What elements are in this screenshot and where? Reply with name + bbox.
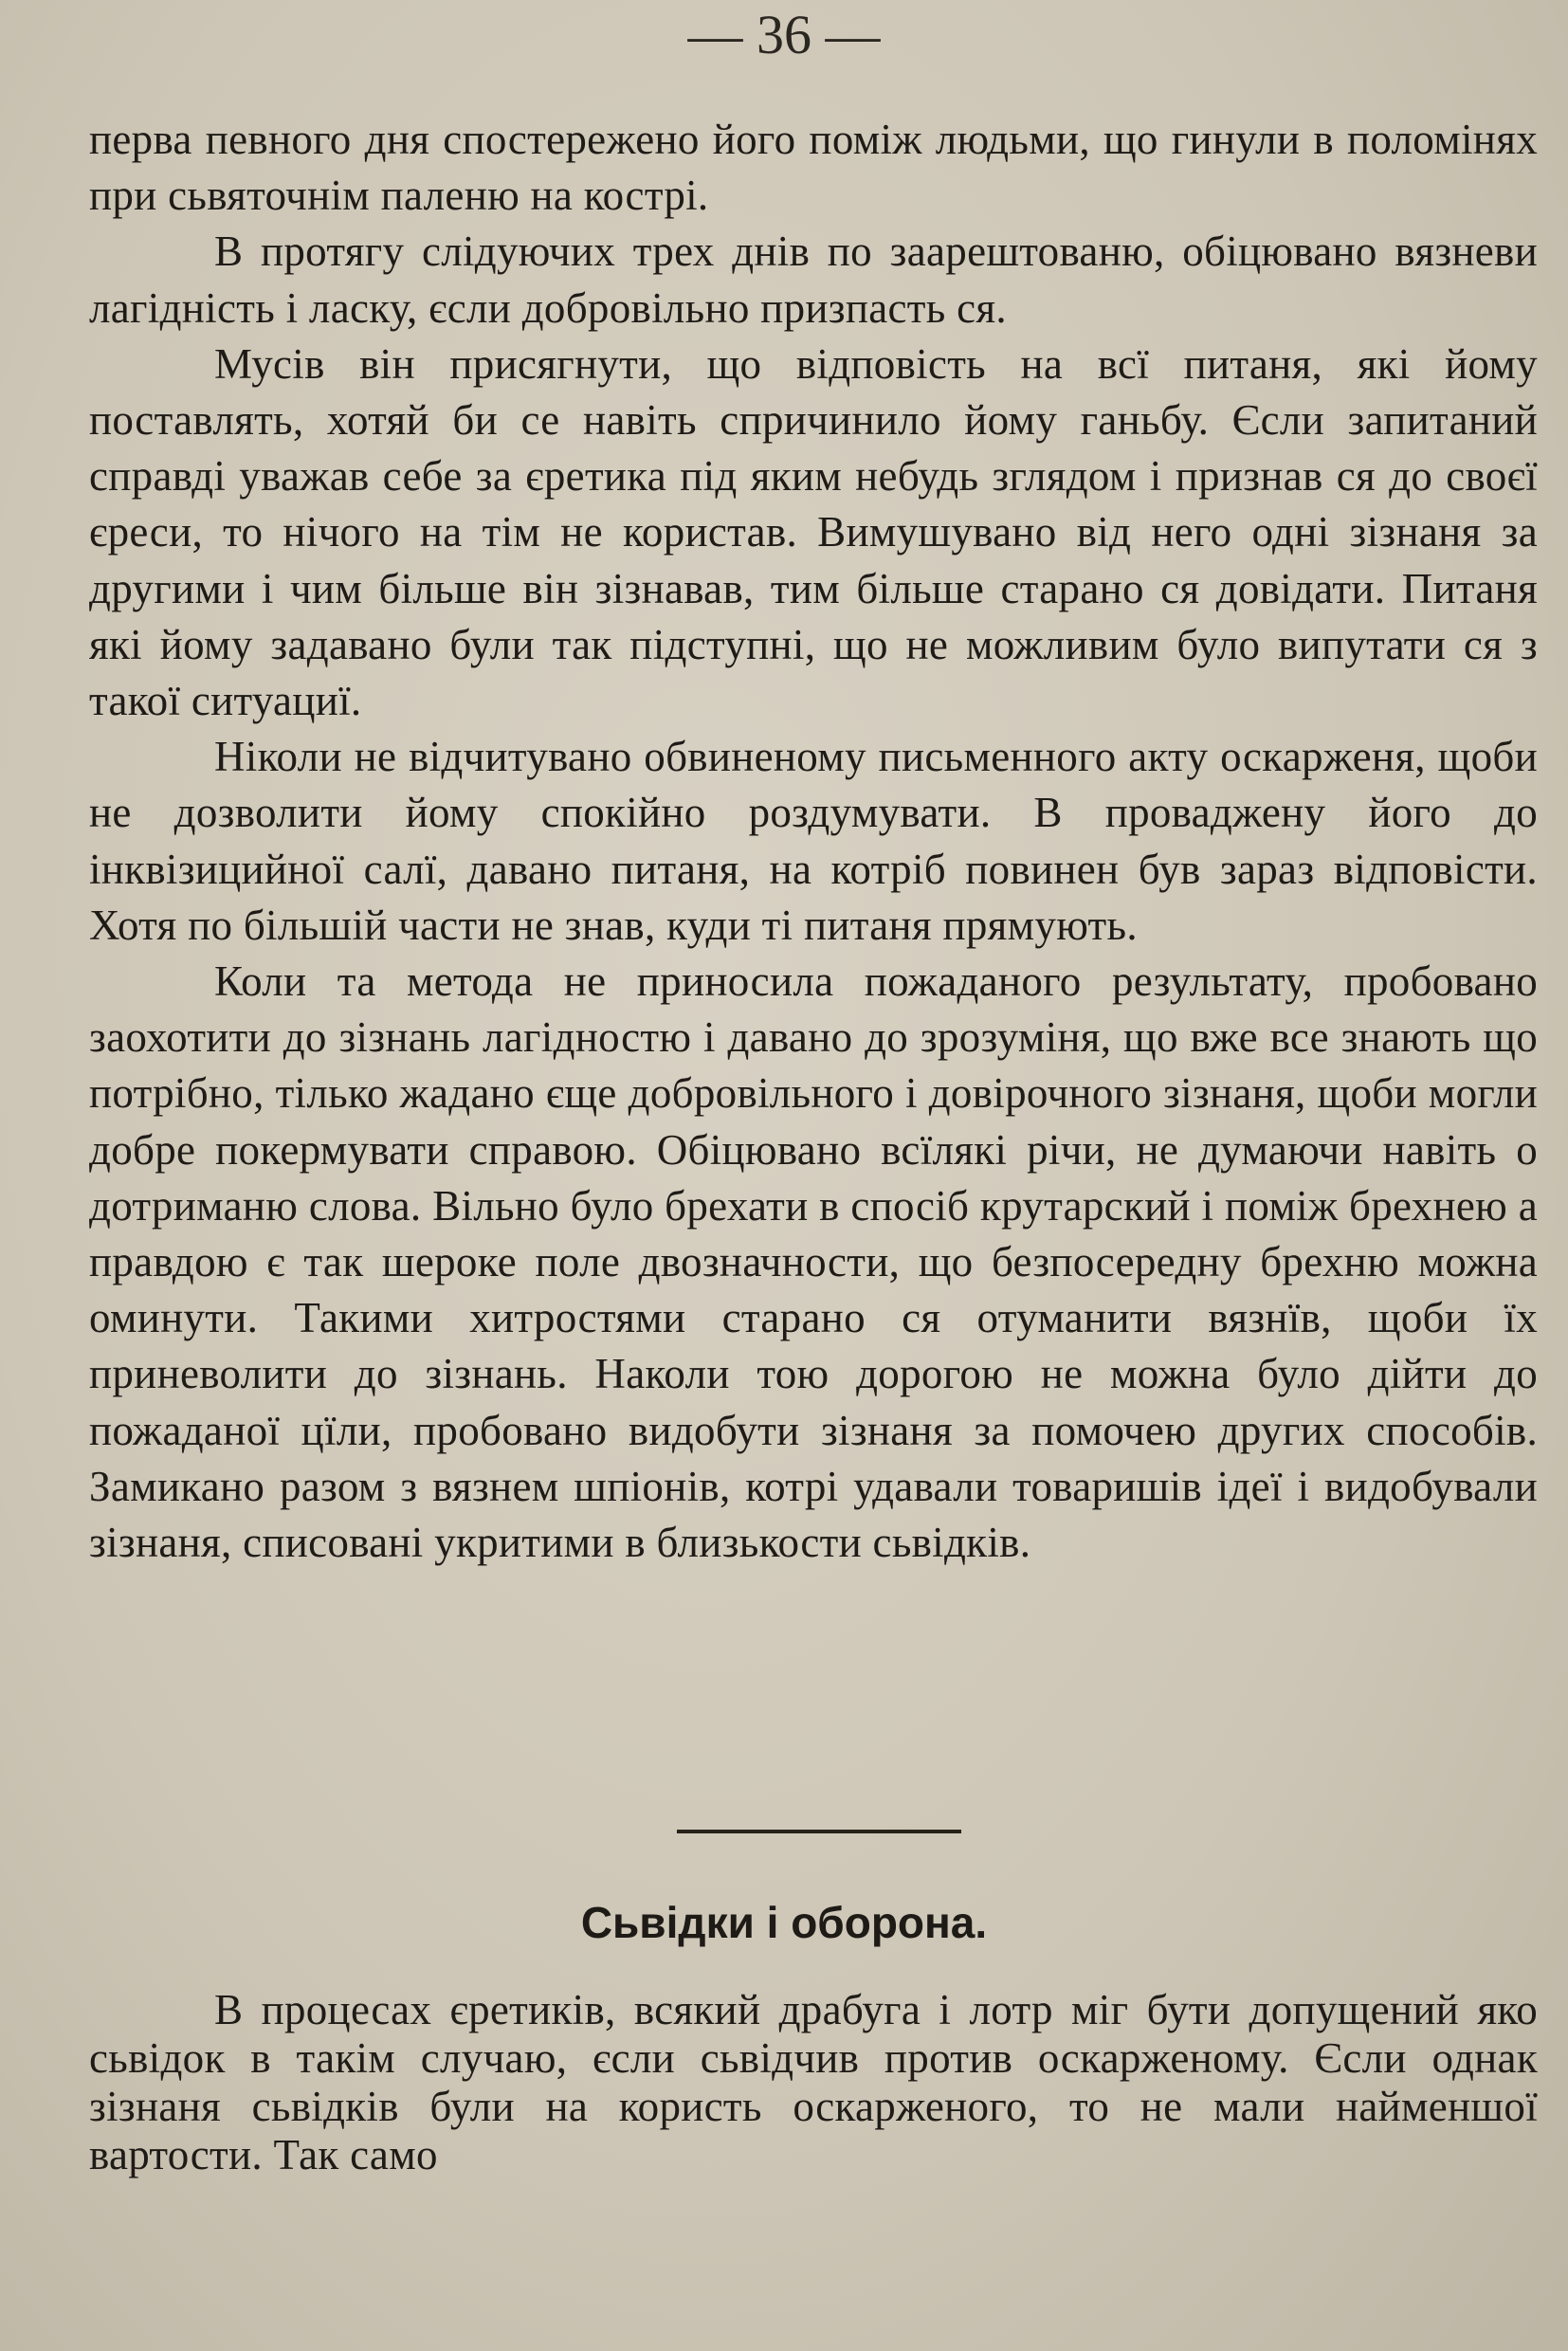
paragraph-2: В протягу слідуючих трех днів по заарештованю, обіцювано вязневи лагідність і ласку, єсли добровільно призпасть ся. xyxy=(89,228,1538,332)
paragraph-4: Ніколи не відчитувано обвиненому письменного акту оскарженя, щоби не дозволити йому спокійно роздумувати. В проваджену його до інквізицийної салї, давано питаня, на котріб повинен був зараз відповісти. Хотя по більшій части не знав, куди ті питаня прямують. xyxy=(89,733,1538,949)
section-text xyxy=(89,1986,1538,2179)
page-number: — 36 — xyxy=(687,4,881,65)
section-heading: Сьвідки і оборона. xyxy=(580,1898,988,1947)
section-separator-line xyxy=(677,1830,961,1833)
main-text xyxy=(89,112,1538,1571)
paragraph-5: Коли та метода не приносила пожаданого результату, пробовано заохотити до зізнань лагідностю і давано до зрозуміня, що вже все знають що потрібно, тілько жадано єще добровільного і довірочного зізнаня, щоби могли добре покермувати справою. Обіцювано всїлякі річи, не думаючи навіть о дотриманю слова. Вільно було брехати в спосіб крутарский і поміж брехнею а правдою є так шероке поле двозначности, що безпосередну брехню можна оминути. Такими хитростями старано ся отуманити вязнїв, щоби їх приневолити до зізнань. Наколи тою дорогою не можна було дійти до пожаданої цїли, пробовано видобути зізнаня за помочею других способів. Замикано разом з вязнем шпіонів, котрі удавали товаришів ідеї і видобували зізнаня, списовані укритими в близькости сьвідків. xyxy=(89,957,1538,1567)
paragraph-1: перва певного дня спостережено його поміж людьми, що гинули в поломінях при сьвяточнім палeню на кострі. xyxy=(89,116,1538,220)
section-paragraph-1: В процесах єретиків, всякий драбуга і лотр міг бути допущений яко сьвідок в такім случаю, єсли сьвідчив против оскарженому. Єсли однак зізнаня сьвідків були на користь оскарженого, то не мали найменшої вартости. Так само xyxy=(89,1986,1538,2178)
paragraph-3: Мусів він присягнути, що відповість на всї питаня, які йому поставлять, хотяй би се навіть спричинило йому ганьбу. Єсли запитаний справді уважав себе за єретика під яким небудь зглядом і признав ся до своєї єреси, то нічого на тім не користав. Вимушувано від него одні зізнаня за другими і чим більше він зізнавав, тим більше старано ся довідати. Питаня які йому задавано були так підступні, що не можливим було випутати ся з такої ситуациї. xyxy=(89,339,1538,725)
